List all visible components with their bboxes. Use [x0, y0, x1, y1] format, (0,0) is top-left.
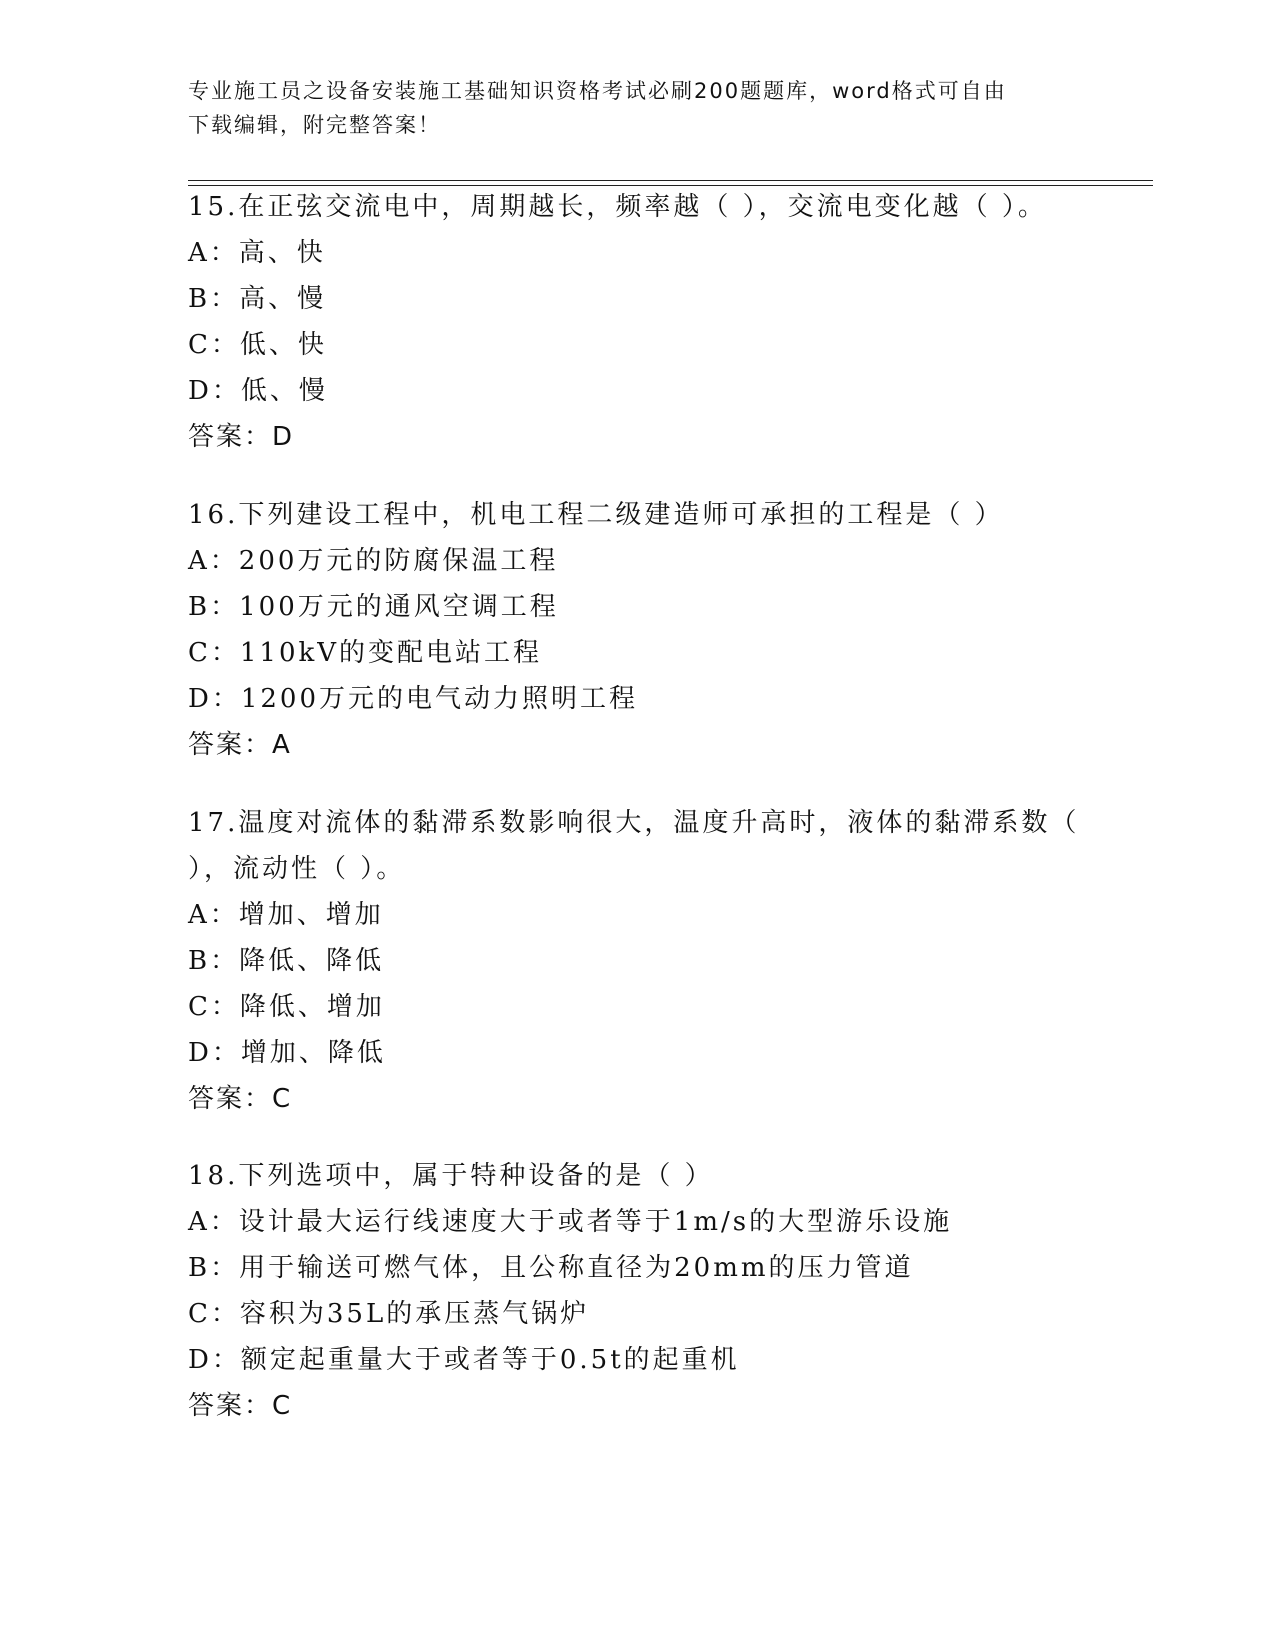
- option-d: D：1200万元的电气动力照明工程: [188, 684, 639, 714]
- option-a: A：设计最大运行线速度大于或者等于1m/s的大型游乐设施: [188, 1207, 953, 1237]
- question-stem-line-1: 17.温度对流体的黏滞系数影响很大，温度升高时，液体的黏滞系数（: [188, 808, 1080, 838]
- option-c: C：低、快: [188, 330, 327, 360]
- question-stem: 18.下列选项中，属于特种设备的是（ ）: [188, 1161, 714, 1191]
- answer-label: 答案：C: [188, 1084, 293, 1114]
- question-stem-line-2: ），流动性（ ）。: [188, 854, 406, 884]
- option-d: D：低、慢: [188, 376, 328, 406]
- answer-label: 答案：D: [188, 422, 295, 452]
- option-b: B：降低、降低: [188, 946, 385, 976]
- option-d: D：额定起重量大于或者等于0.5t的起重机: [188, 1345, 740, 1375]
- question-16: [188, 492, 1088, 768]
- option-a: A：增加、增加: [188, 900, 384, 930]
- option-c: C：容积为35L的承压蒸气锅炉: [188, 1299, 590, 1329]
- answer-label: 答案：C: [188, 1391, 293, 1421]
- document-header: [188, 74, 1088, 142]
- option-b: B：高、慢: [188, 284, 327, 314]
- header-line-1: 专业施工员之设备安装施工基础知识资格考试必刷200题题库，word格式可自由: [188, 79, 1007, 103]
- header-divider-top: [188, 180, 1153, 181]
- option-a: A：高、快: [188, 238, 326, 268]
- option-d: D：增加、降低: [188, 1038, 386, 1068]
- header-line-2: 下载编辑，附完整答案！: [188, 113, 441, 137]
- option-b: B：100万元的通风空调工程: [188, 592, 559, 622]
- option-c: C：降低、增加: [188, 992, 385, 1022]
- question-18: [188, 1153, 1088, 1429]
- question-stem: 15.在正弦交流电中，周期越长，频率越（ ），交流电变化越（ ）。: [188, 192, 1047, 222]
- question-stem: 16.下列建设工程中，机电工程二级建造师可承担的工程是（ ）: [188, 500, 1004, 530]
- option-c: C：110kV的变配电站工程: [188, 638, 543, 668]
- question-17: [188, 800, 1088, 1122]
- question-15: [188, 184, 1088, 460]
- option-b: B：用于输送可燃气体，且公称直径为20mm的压力管道: [188, 1253, 914, 1283]
- option-a: A：200万元的防腐保温工程: [188, 546, 559, 576]
- answer-label: 答案：A: [188, 730, 292, 760]
